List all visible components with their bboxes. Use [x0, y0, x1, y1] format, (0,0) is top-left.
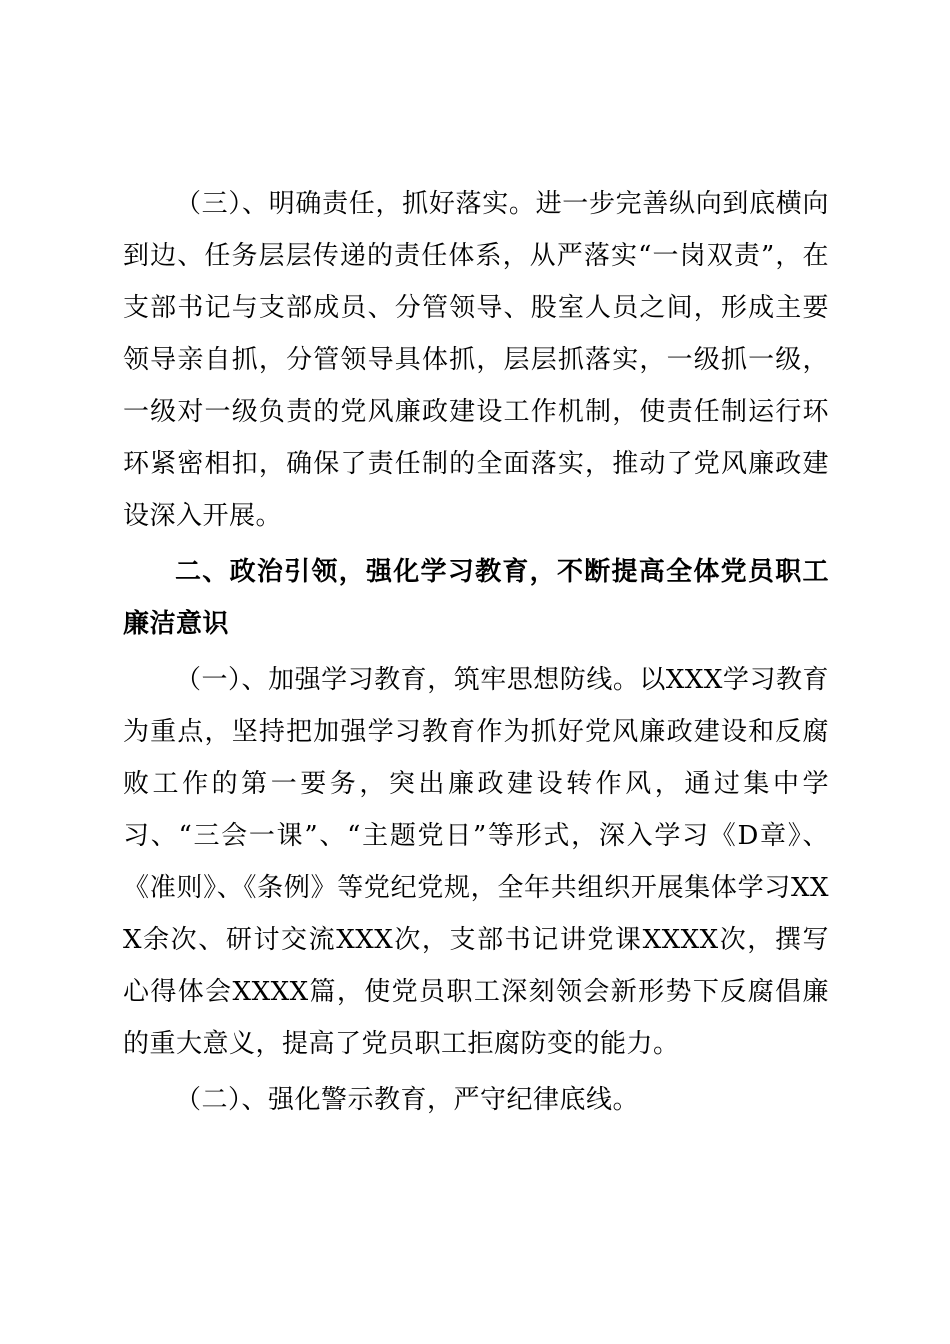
- paragraph-responsibility: （三）、明确责任，抓好落实。进一步完善纵向到底横向到边、任务层层传递的责任体系，从严落实“一岗双责”，在支部书记与支部成员、分管领导、股室人员之间，形成主要领导亲自抓，分管领导具体抓，层层抓落实，一级抓一级，一级对一级负责的党风廉政建设工作机制，使责任制运行环环紧密相扣，确保了责任制的全面落实，推动了党风廉政建设深入开展。: [123, 189, 829, 531]
- paragraph-study-education: （一）、加强学习教育，筑牢思想防线。以XXX学习教育为重点，坚持把加强学习教育作为抓好党风廉政建设和反腐败工作的第一要务，突出廉政建设转作风，通过集中学习、“三会一课”、“主题党日”等形式，深入学习《D章》、《准则》、《条例》等党纪党规，全年共组织开展集体学习XXX余次、研讨交流XXX次，支部书记讲党课XXXX次，撰写心得体会XXXX篇，使党员职工深刻领会新形势下反腐倡廉的重大意义，提高了党员职工拒腐防变的能力。: [123, 665, 829, 1059]
- paragraph-warning-education: （二）、强化警示教育，严守纪律底线。: [175, 1085, 640, 1115]
- section-heading-political-guidance: 二、政治引领，强化学习教育，不断提高全体党员职工廉洁意识: [123, 557, 829, 639]
- document-body: [123, 178, 829, 1126]
